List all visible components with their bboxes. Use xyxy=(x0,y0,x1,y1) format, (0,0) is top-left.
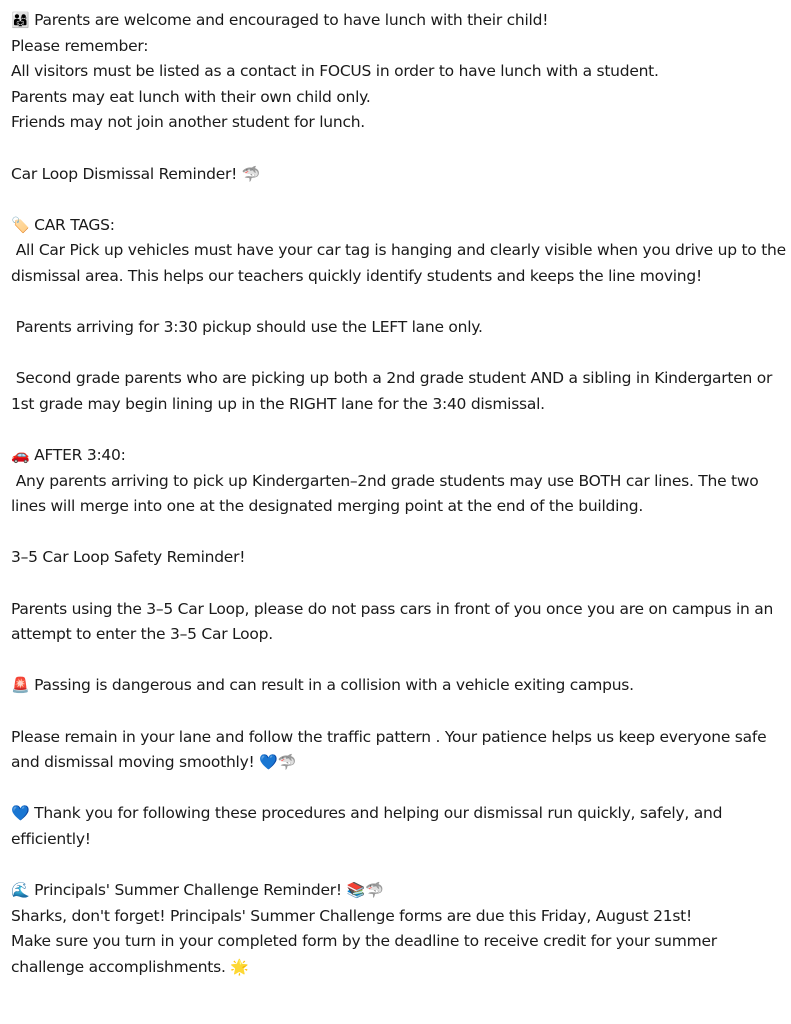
after-340-heading-text: AFTER 3:40: xyxy=(34,446,126,465)
thank-you-paragraph xyxy=(11,801,787,852)
remain-in-lane-paragraph xyxy=(11,725,787,776)
passing-dangerous-text: Passing is dangerous and can result in a collision with a vehicle exiting campus. xyxy=(34,676,634,695)
summer-challenge-heading-text: Principals' Summer Challenge Reminder! xyxy=(34,881,342,900)
safety-reminder-heading: 3–5 Car Loop Safety Reminder! xyxy=(11,548,246,567)
spacer xyxy=(11,853,787,879)
glowing-star-icon: 🌟 xyxy=(230,957,249,976)
car-tags-paragraph: All Car Pick up vehicles must have your car tag is hanging and clearly visible when you drive up to the dismissal area. This helps our teachers quickly identify students and keeps the line moving! xyxy=(11,241,791,285)
both-lines-paragraph: Any parents arriving to pick up Kindergarten–2nd grade students may use BOTH car lines. The two lines will merge into one at the designated merging point at the end of the building. xyxy=(11,471,764,516)
forms-due-line: Sharks, don't forget! Principals' Summer Challenge forms are due this Friday, August 21st! xyxy=(11,906,692,925)
shark-icon: 🦈 xyxy=(241,164,261,183)
blue-heart-shark-icon: 💙🦈 xyxy=(259,753,297,772)
passing-dangerous-line xyxy=(11,673,787,699)
second-grade-paragraph: Second grade parents who are picking up both a 2nd grade student AND a sibling in Kindergarten or 1st grade may begin lining up in the RIGHT lane for the 3:40 dismissal. xyxy=(11,369,777,413)
spacer xyxy=(11,341,787,367)
spacer xyxy=(11,571,787,597)
spacer xyxy=(11,520,787,546)
remain-in-lane-text: Please remain in your lane and follow the traffic pattern . Your patience helps us keep everyone safe and dismissal moving smoothly! xyxy=(11,727,767,772)
spacer xyxy=(11,648,787,674)
lunch-welcome-line xyxy=(11,8,787,34)
lunch-welcome-text: Parents are welcome and encouraged to have lunch with their child! xyxy=(34,11,549,29)
announcement-document xyxy=(11,8,791,981)
do-not-pass-paragraph: Parents using the 3–5 Car Loop, please do not pass cars in front of you once you are on campus in an attempt to enter the 3–5 Car Loop. xyxy=(11,599,774,644)
spacer xyxy=(11,699,787,725)
thank-you-text: Thank you for following these procedures and helping our dismissal run quickly, safely, and efficiently! xyxy=(11,804,723,848)
please-remember-line: Please remember: xyxy=(11,36,149,55)
left-lane-line: Parents arriving for 3:30 pickup should use the LEFT lane only. xyxy=(11,318,483,337)
spacer xyxy=(11,136,787,162)
blue-heart-icon: 💙 xyxy=(11,804,30,823)
family-icon: 👨‍👩‍👧 xyxy=(11,11,30,29)
books-shark-icon: 📚🦈 xyxy=(346,881,384,900)
visitors-focus-line: All visitors must be listed as a contact in FOCUS in order to have lunch with a student. xyxy=(11,62,659,81)
turn-in-form-text: Make sure you turn in your completed form by the deadline to receive credit for your summer challenge accomplishments. xyxy=(11,932,717,976)
car-loop-heading xyxy=(11,162,787,188)
car-tags-heading-text: CAR TAGS: xyxy=(34,215,115,234)
car-icon: 🚗 xyxy=(11,446,30,465)
turn-in-form-paragraph xyxy=(11,929,787,980)
summer-challenge-heading xyxy=(11,878,787,904)
spacer xyxy=(11,418,787,444)
spacer xyxy=(11,290,787,316)
friends-line: Friends may not join another student for lunch. xyxy=(11,113,365,132)
siren-icon: 🚨 xyxy=(11,676,30,695)
spacer xyxy=(11,776,787,802)
tag-icon: 🏷️ xyxy=(11,215,30,234)
own-child-line: Parents may eat lunch with their own child only. xyxy=(11,87,371,106)
car-loop-heading-text: Car Loop Dismissal Reminder! xyxy=(11,164,238,183)
car-tags-heading xyxy=(11,213,787,239)
wave-icon: 🌊 xyxy=(11,881,30,900)
spacer xyxy=(11,187,787,213)
after-340-heading xyxy=(11,443,787,469)
